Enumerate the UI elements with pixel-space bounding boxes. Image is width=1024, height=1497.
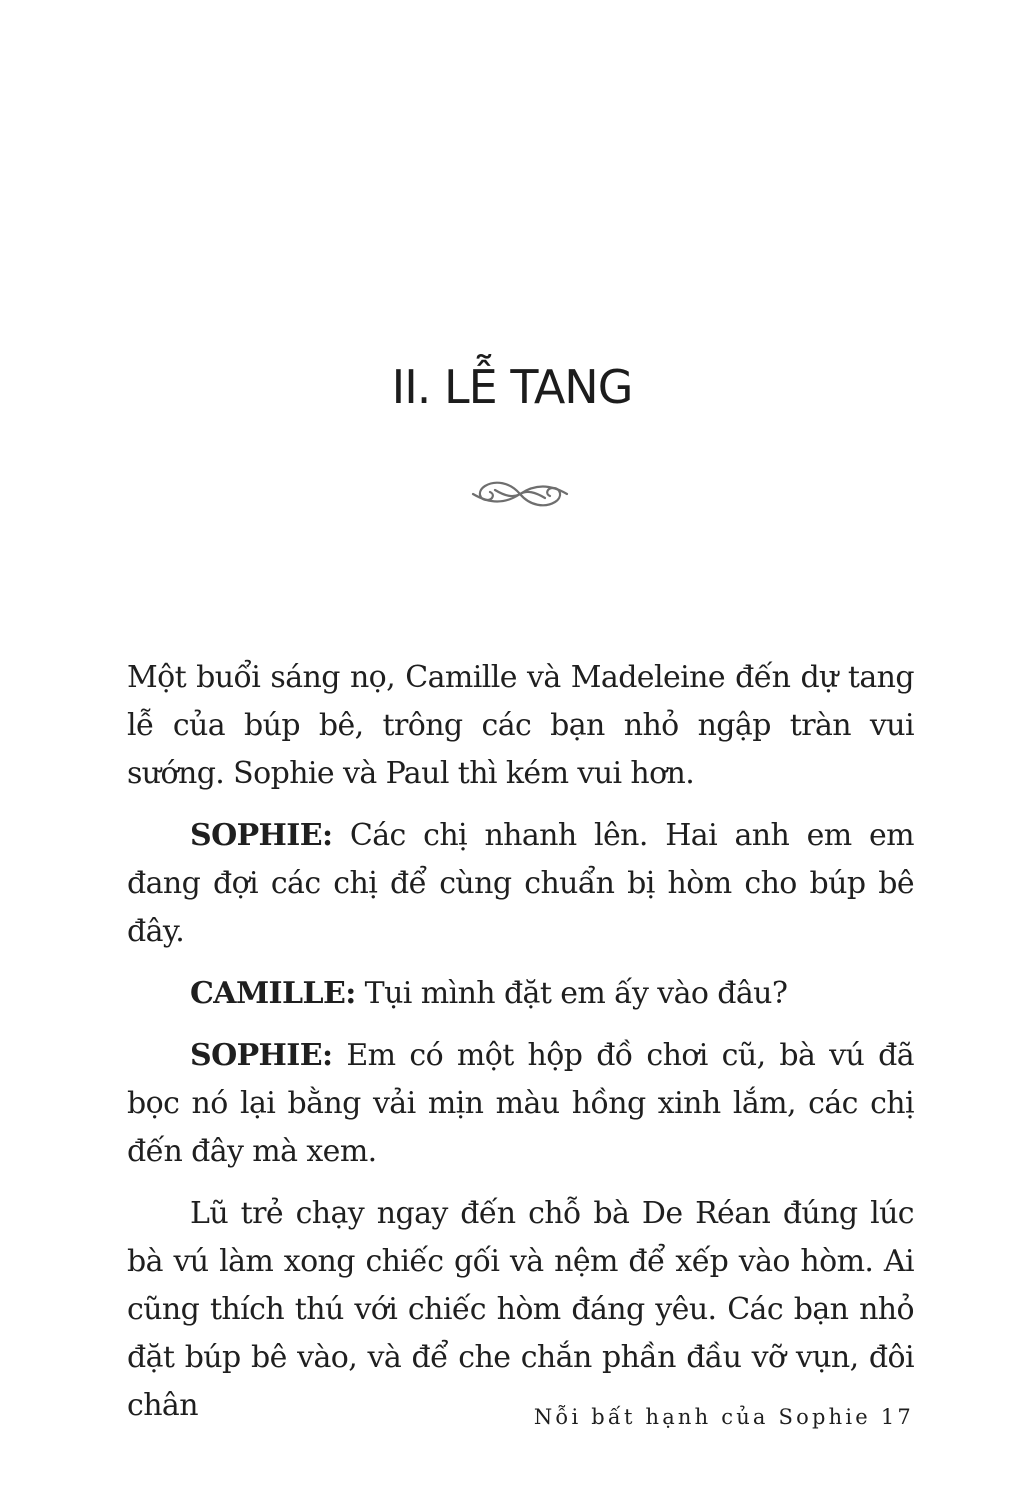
chapter-title: II. LỄ TANG (391, 360, 633, 414)
page-number: 17 (880, 1405, 914, 1429)
paragraph (127, 1190, 914, 1430)
book-title: Nỗi bất hạnh của Sophie (533, 1405, 871, 1429)
speaker-name: SOPHIE: (190, 1038, 333, 1073)
paragraph (127, 654, 914, 798)
paragraph-text: Một buổi sáng nọ, Camille và Madeleine đến dự tang lễ của búp bê, trông các bạn nhỏ ngập tràn vui sướng. Sophie và Paul thì kém vui hơn. (127, 660, 914, 791)
dialogue-text: Tụi mình đặt em ấy vào đâu? (355, 976, 788, 1011)
dialogue-paragraph (127, 1032, 914, 1176)
flourish-ornament-icon (465, 474, 575, 514)
speaker-name: CAMILLE: (190, 976, 356, 1011)
paragraph-text: Lũ trẻ chạy ngay đến chỗ bà De Réan đúng lúc bà vú làm xong chiếc gối và nệm để xếp vào hòm. Ai cũng thích thú với chiếc hòm đáng yêu. Các bạn nhỏ đặt búp bê vào, và để che chắn phần đầu vỡ vụn, đôi chân (127, 1196, 914, 1423)
dialogue-text: Em có một hộp đồ chơi cũ, bà vú đã bọc nó lại bằng vải mịn màu hồng xinh lắm, các chị đến đây mà xem. (127, 1038, 914, 1169)
speaker-name: SOPHIE: (190, 818, 333, 853)
body-text (127, 654, 914, 1444)
dialogue-paragraph (127, 970, 914, 1018)
dialogue-text: Các chị nhanh lên. Hai anh em em đang đợi các chị để cùng chuẩn bị hòm cho búp bê đây. (127, 818, 914, 949)
running-footer (534, 1405, 914, 1429)
dialogue-paragraph (127, 812, 914, 956)
